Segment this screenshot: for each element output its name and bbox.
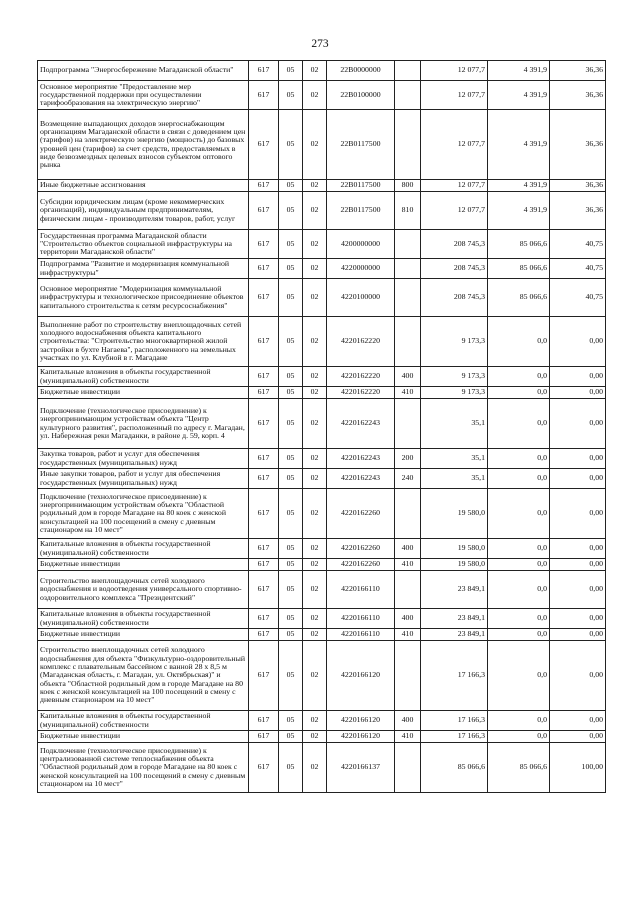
cell-plan: 23 849,1 [421, 629, 488, 641]
table-row [38, 449, 606, 469]
cell-vr: 400 [395, 609, 421, 629]
row-name: Иные бюджетные ассигнования [38, 180, 249, 192]
cell-pr: 02 [303, 743, 327, 793]
cell-plan: 19 580,0 [421, 559, 488, 571]
cell-csr: 4220166110 [327, 609, 395, 629]
cell-plan: 23 849,1 [421, 571, 488, 609]
cell-fact: 0,0 [488, 539, 550, 559]
table-row [38, 743, 606, 793]
cell-vr: 400 [395, 711, 421, 731]
cell-pr: 02 [303, 539, 327, 559]
cell-pct: 40,75 [550, 259, 606, 279]
cell-csr: 4220166110 [327, 629, 395, 641]
cell-plan: 12 077,7 [421, 110, 488, 180]
cell-fact: 4 391,9 [488, 180, 550, 192]
cell-vr [395, 230, 421, 259]
cell-plan: 208 745,3 [421, 279, 488, 317]
cell-csr: 4220100000 [327, 279, 395, 317]
row-name: Основное мероприятие "Предоставление мер государственной поддержки при осуществлении тарифообразования на электрическую энергию" [38, 81, 249, 110]
cell-pct: 36,36 [550, 110, 606, 180]
table-row [38, 641, 606, 711]
cell-fact: 0,0 [488, 449, 550, 469]
table-row [38, 180, 606, 192]
cell-pr: 02 [303, 81, 327, 110]
cell-pct: 0,00 [550, 711, 606, 731]
cell-rz: 05 [279, 571, 303, 609]
table-row [38, 469, 606, 489]
table-row [38, 539, 606, 559]
table-row [38, 192, 606, 230]
row-name: Возмещение выпадающих доходов энергоснабжающим организациям Магаданской области в связи с доведением цен (тарифов) на электрическую энергию (мощность) до базовых уровней цен (тарифов) за счет средств, предоставляемых в виде безвозмездных целевых взносов субъектом оптового рынка [38, 110, 249, 180]
cell-pct: 0,00 [550, 609, 606, 629]
cell-fact: 0,0 [488, 609, 550, 629]
cell-pct: 0,00 [550, 539, 606, 559]
cell-pr: 02 [303, 317, 327, 367]
cell-rz: 05 [279, 81, 303, 110]
cell-plan: 12 077,7 [421, 81, 488, 110]
cell-rz: 05 [279, 180, 303, 192]
table-row [38, 81, 606, 110]
cell-fact: 0,0 [488, 559, 550, 571]
cell-ved: 617 [249, 110, 279, 180]
cell-pr: 02 [303, 609, 327, 629]
cell-pct: 0,00 [550, 367, 606, 387]
cell-rz: 05 [279, 230, 303, 259]
cell-csr: 22В0117500 [327, 192, 395, 230]
cell-ved: 617 [249, 641, 279, 711]
cell-rz: 05 [279, 469, 303, 489]
cell-fact: 0,0 [488, 641, 550, 711]
cell-ved: 617 [249, 399, 279, 449]
cell-vr [395, 489, 421, 539]
cell-fact: 4 391,9 [488, 61, 550, 81]
cell-plan: 9 173,3 [421, 317, 488, 367]
cell-rz: 05 [279, 399, 303, 449]
cell-csr: 4220166120 [327, 711, 395, 731]
table-row [38, 110, 606, 180]
cell-pct: 0,00 [550, 629, 606, 641]
cell-fact: 85 066,6 [488, 230, 550, 259]
row-name: Бюджетные инвестиции [38, 731, 249, 743]
budget-table [37, 60, 606, 793]
cell-csr: 4220162220 [327, 387, 395, 399]
cell-ved: 617 [249, 469, 279, 489]
cell-ved: 617 [249, 489, 279, 539]
cell-vr [395, 279, 421, 317]
cell-ved: 617 [249, 711, 279, 731]
cell-ved: 617 [249, 731, 279, 743]
cell-csr: 4220162243 [327, 449, 395, 469]
cell-fact: 4 391,9 [488, 110, 550, 180]
cell-fact: 0,0 [488, 469, 550, 489]
cell-rz: 05 [279, 317, 303, 367]
cell-pr: 02 [303, 559, 327, 571]
row-name: Бюджетные инвестиции [38, 559, 249, 571]
cell-plan: 9 173,3 [421, 387, 488, 399]
cell-pr: 02 [303, 61, 327, 81]
cell-pct: 100,00 [550, 743, 606, 793]
cell-pct: 0,00 [550, 731, 606, 743]
cell-rz: 05 [279, 367, 303, 387]
table-row [38, 731, 606, 743]
cell-rz: 05 [279, 711, 303, 731]
cell-csr: 22В0000000 [327, 61, 395, 81]
cell-pr: 02 [303, 230, 327, 259]
table-row [38, 61, 606, 81]
cell-pr: 02 [303, 629, 327, 641]
row-name: Бюджетные инвестиции [38, 629, 249, 641]
cell-pct: 40,75 [550, 230, 606, 259]
cell-pr: 02 [303, 641, 327, 711]
cell-rz: 05 [279, 641, 303, 711]
cell-ved: 617 [249, 259, 279, 279]
cell-pct: 0,00 [550, 317, 606, 367]
cell-plan: 12 077,7 [421, 192, 488, 230]
table-row [38, 559, 606, 571]
cell-vr [395, 743, 421, 793]
cell-csr: 4220162243 [327, 469, 395, 489]
cell-vr: 410 [395, 731, 421, 743]
row-name: Субсидии юридическим лицам (кроме некоммерческих организаций), индивидуальным предпринимателям, физическим лицам - производителям товаров, работ, услуг [38, 192, 249, 230]
cell-ved: 617 [249, 449, 279, 469]
row-name: Капитальные вложения в объекты государственной (муниципальной) собственности [38, 367, 249, 387]
cell-vr [395, 110, 421, 180]
cell-fact: 4 391,9 [488, 192, 550, 230]
cell-plan: 35,1 [421, 449, 488, 469]
table-row [38, 571, 606, 609]
cell-rz: 05 [279, 731, 303, 743]
cell-fact: 85 066,6 [488, 743, 550, 793]
cell-plan: 208 745,3 [421, 259, 488, 279]
cell-vr [395, 571, 421, 609]
cell-plan: 23 849,1 [421, 609, 488, 629]
row-name: Подключение (технологическое присоединение) к централизованной системе теплоснабжения объекта "Областной родильный дом в городе Магадане на 80 коек с женской консультацией на 100 посещений в смену с дневным стационаром на 10 мест" [38, 743, 249, 793]
cell-rz: 05 [279, 559, 303, 571]
cell-rz: 05 [279, 743, 303, 793]
cell-ved: 617 [249, 61, 279, 81]
cell-csr: 4220166120 [327, 731, 395, 743]
cell-vr: 200 [395, 449, 421, 469]
cell-rz: 05 [279, 449, 303, 469]
cell-csr: 4220162243 [327, 399, 395, 449]
cell-fact: 85 066,6 [488, 279, 550, 317]
cell-ved: 617 [249, 387, 279, 399]
cell-fact: 0,0 [488, 399, 550, 449]
cell-vr [395, 317, 421, 367]
cell-pct: 0,00 [550, 559, 606, 571]
cell-ved: 617 [249, 192, 279, 230]
cell-plan: 12 077,7 [421, 61, 488, 81]
cell-plan: 85 066,6 [421, 743, 488, 793]
cell-vr: 410 [395, 559, 421, 571]
row-name: Закупка товаров, работ и услуг для обеспечения государственных (муниципальных) нужд [38, 449, 249, 469]
cell-pr: 02 [303, 259, 327, 279]
cell-fact: 0,0 [488, 731, 550, 743]
cell-pr: 02 [303, 571, 327, 609]
cell-pct: 0,00 [550, 641, 606, 711]
table-row [38, 609, 606, 629]
row-name: Подключение (технологическое присоединение) к энергопринимающим устройствам объекта "Центр культурного развития", расположенный по адресу г. Магадан, ул. Набережная реки Магаданки, в районе д. 59, корп. 4 [38, 399, 249, 449]
cell-ved: 617 [249, 539, 279, 559]
cell-rz: 05 [279, 110, 303, 180]
cell-fact: 0,0 [488, 367, 550, 387]
cell-ved: 617 [249, 81, 279, 110]
cell-pct: 0,00 [550, 571, 606, 609]
row-name: Капитальные вложения в объекты государственной (муниципальной) собственности [38, 711, 249, 731]
cell-vr [395, 81, 421, 110]
cell-ved: 617 [249, 571, 279, 609]
cell-rz: 05 [279, 489, 303, 539]
table-row [38, 259, 606, 279]
cell-pr: 02 [303, 489, 327, 539]
row-name: Выполнение работ по строительству внеплощадочных сетей холодного водоснабжения объекта капитального строительства: "Строительство многоквартирной жилой застройки в бухте Нагаева", расположенного на земельных участках по ул. Клубной в г. Магадане [38, 317, 249, 367]
row-name: Подпрограмма "Развитие и модернизация коммунальной инфраструктуры" [38, 259, 249, 279]
cell-pct: 36,36 [550, 81, 606, 110]
cell-plan: 12 077,7 [421, 180, 488, 192]
cell-pr: 02 [303, 711, 327, 731]
cell-csr: 4220162220 [327, 317, 395, 367]
cell-pr: 02 [303, 469, 327, 489]
cell-csr: 4220166120 [327, 641, 395, 711]
cell-pct: 36,36 [550, 61, 606, 81]
cell-plan: 17 166,3 [421, 711, 488, 731]
row-name: Иные закупки товаров, работ и услуг для обеспечения государственных (муниципальных) нужд [38, 469, 249, 489]
cell-csr: 4220162220 [327, 367, 395, 387]
cell-ved: 617 [249, 559, 279, 571]
cell-csr: 4220162260 [327, 539, 395, 559]
cell-plan: 19 580,0 [421, 539, 488, 559]
cell-pr: 02 [303, 387, 327, 399]
cell-vr: 800 [395, 180, 421, 192]
cell-csr: 4220162260 [327, 489, 395, 539]
table-row [38, 489, 606, 539]
cell-rz: 05 [279, 259, 303, 279]
cell-ved: 617 [249, 743, 279, 793]
cell-vr [395, 641, 421, 711]
row-name: Строительство внеплощадочных сетей холодного водоснабжения для объекта "Физкультурно-оздоровительный комплекс с плавательным бассейном с ванной 28 х 8,5 м (Магаданская область, г. Магадан, ул. Октябрьская)" и объекта "Областной родильный дом в городе Магадане на 80 коек с женской консультацией на 100 посещений в смену с дневным стационаром на 10 мест" [38, 641, 249, 711]
row-name: Основное мероприятие "Модернизация коммунальной инфраструктуры и технологическое присоединение объектов капитального строительства к сетям ресурсоснабжения" [38, 279, 249, 317]
cell-ved: 617 [249, 629, 279, 641]
cell-pr: 02 [303, 192, 327, 230]
row-name: Капитальные вложения в объекты государственной (муниципальной) собственности [38, 609, 249, 629]
cell-fact: 4 391,9 [488, 81, 550, 110]
cell-ved: 617 [249, 367, 279, 387]
row-name: Строительство внеплощадочных сетей холодного водоснабжения и водоотведения универсального спортивно-оздоровительного комплекса "Президентский" [38, 571, 249, 609]
cell-csr: 22В0100000 [327, 81, 395, 110]
cell-vr: 400 [395, 367, 421, 387]
cell-pr: 02 [303, 399, 327, 449]
cell-csr: 4200000000 [327, 230, 395, 259]
cell-rz: 05 [279, 629, 303, 641]
row-name: Капитальные вложения в объекты государственной (муниципальной) собственности [38, 539, 249, 559]
row-name: Бюджетные инвестиции [38, 387, 249, 399]
row-name: Государственная программа Магаданской области "Строительство объектов социальной инфраструктуры на территории Магаданской области" [38, 230, 249, 259]
cell-vr: 240 [395, 469, 421, 489]
cell-rz: 05 [279, 609, 303, 629]
cell-csr: 22В0117500 [327, 110, 395, 180]
table-row [38, 399, 606, 449]
table-row [38, 711, 606, 731]
cell-fact: 0,0 [488, 629, 550, 641]
cell-pct: 0,00 [550, 387, 606, 399]
cell-fact: 85 066,6 [488, 259, 550, 279]
cell-plan: 35,1 [421, 399, 488, 449]
cell-pct: 40,75 [550, 279, 606, 317]
cell-vr [395, 259, 421, 279]
table-row [38, 230, 606, 259]
cell-rz: 05 [279, 61, 303, 81]
cell-ved: 617 [249, 230, 279, 259]
cell-csr: 4220166137 [327, 743, 395, 793]
page-number: 273 [311, 38, 329, 50]
cell-vr: 410 [395, 629, 421, 641]
table-row [38, 367, 606, 387]
table-row [38, 317, 606, 367]
table-row [38, 629, 606, 641]
table-row [38, 279, 606, 317]
cell-plan: 19 580,0 [421, 489, 488, 539]
table-row [38, 387, 606, 399]
cell-ved: 617 [249, 279, 279, 317]
cell-rz: 05 [279, 192, 303, 230]
cell-fact: 0,0 [488, 489, 550, 539]
cell-pr: 02 [303, 367, 327, 387]
cell-pr: 02 [303, 279, 327, 317]
cell-csr: 4220166110 [327, 571, 395, 609]
cell-vr [395, 399, 421, 449]
cell-plan: 17 166,3 [421, 641, 488, 711]
cell-pr: 02 [303, 449, 327, 469]
cell-plan: 35,1 [421, 469, 488, 489]
cell-vr [395, 61, 421, 81]
cell-ved: 617 [249, 180, 279, 192]
cell-csr: 22В0117500 [327, 180, 395, 192]
cell-pct: 36,36 [550, 192, 606, 230]
cell-pct: 0,00 [550, 469, 606, 489]
cell-vr: 400 [395, 539, 421, 559]
cell-vr: 410 [395, 387, 421, 399]
cell-pct: 0,00 [550, 489, 606, 539]
cell-rz: 05 [279, 279, 303, 317]
cell-csr: 4220162260 [327, 559, 395, 571]
cell-pr: 02 [303, 731, 327, 743]
cell-fact: 0,0 [488, 317, 550, 367]
cell-pr: 02 [303, 110, 327, 180]
cell-plan: 208 745,3 [421, 230, 488, 259]
cell-vr: 810 [395, 192, 421, 230]
cell-csr: 4220000000 [327, 259, 395, 279]
cell-fact: 0,0 [488, 711, 550, 731]
cell-fact: 0,0 [488, 571, 550, 609]
row-name: Подпрограмма "Энергосбережение Магаданской области" [38, 61, 249, 81]
cell-pct: 36,36 [550, 180, 606, 192]
cell-pct: 0,00 [550, 399, 606, 449]
cell-pct: 0,00 [550, 449, 606, 469]
cell-rz: 05 [279, 387, 303, 399]
cell-pr: 02 [303, 180, 327, 192]
cell-ved: 617 [249, 317, 279, 367]
row-name: Подключение (технологическое присоединение) к энергопринимающим устройствам объекта "Областной родильный дом в городе Магадане на 80 коек с женской консультацией на 100 посещений в смену с дневным стационаром на 10 мест" [38, 489, 249, 539]
cell-ved: 617 [249, 609, 279, 629]
cell-plan: 9 173,3 [421, 367, 488, 387]
cell-plan: 17 166,3 [421, 731, 488, 743]
cell-rz: 05 [279, 539, 303, 559]
cell-fact: 0,0 [488, 387, 550, 399]
